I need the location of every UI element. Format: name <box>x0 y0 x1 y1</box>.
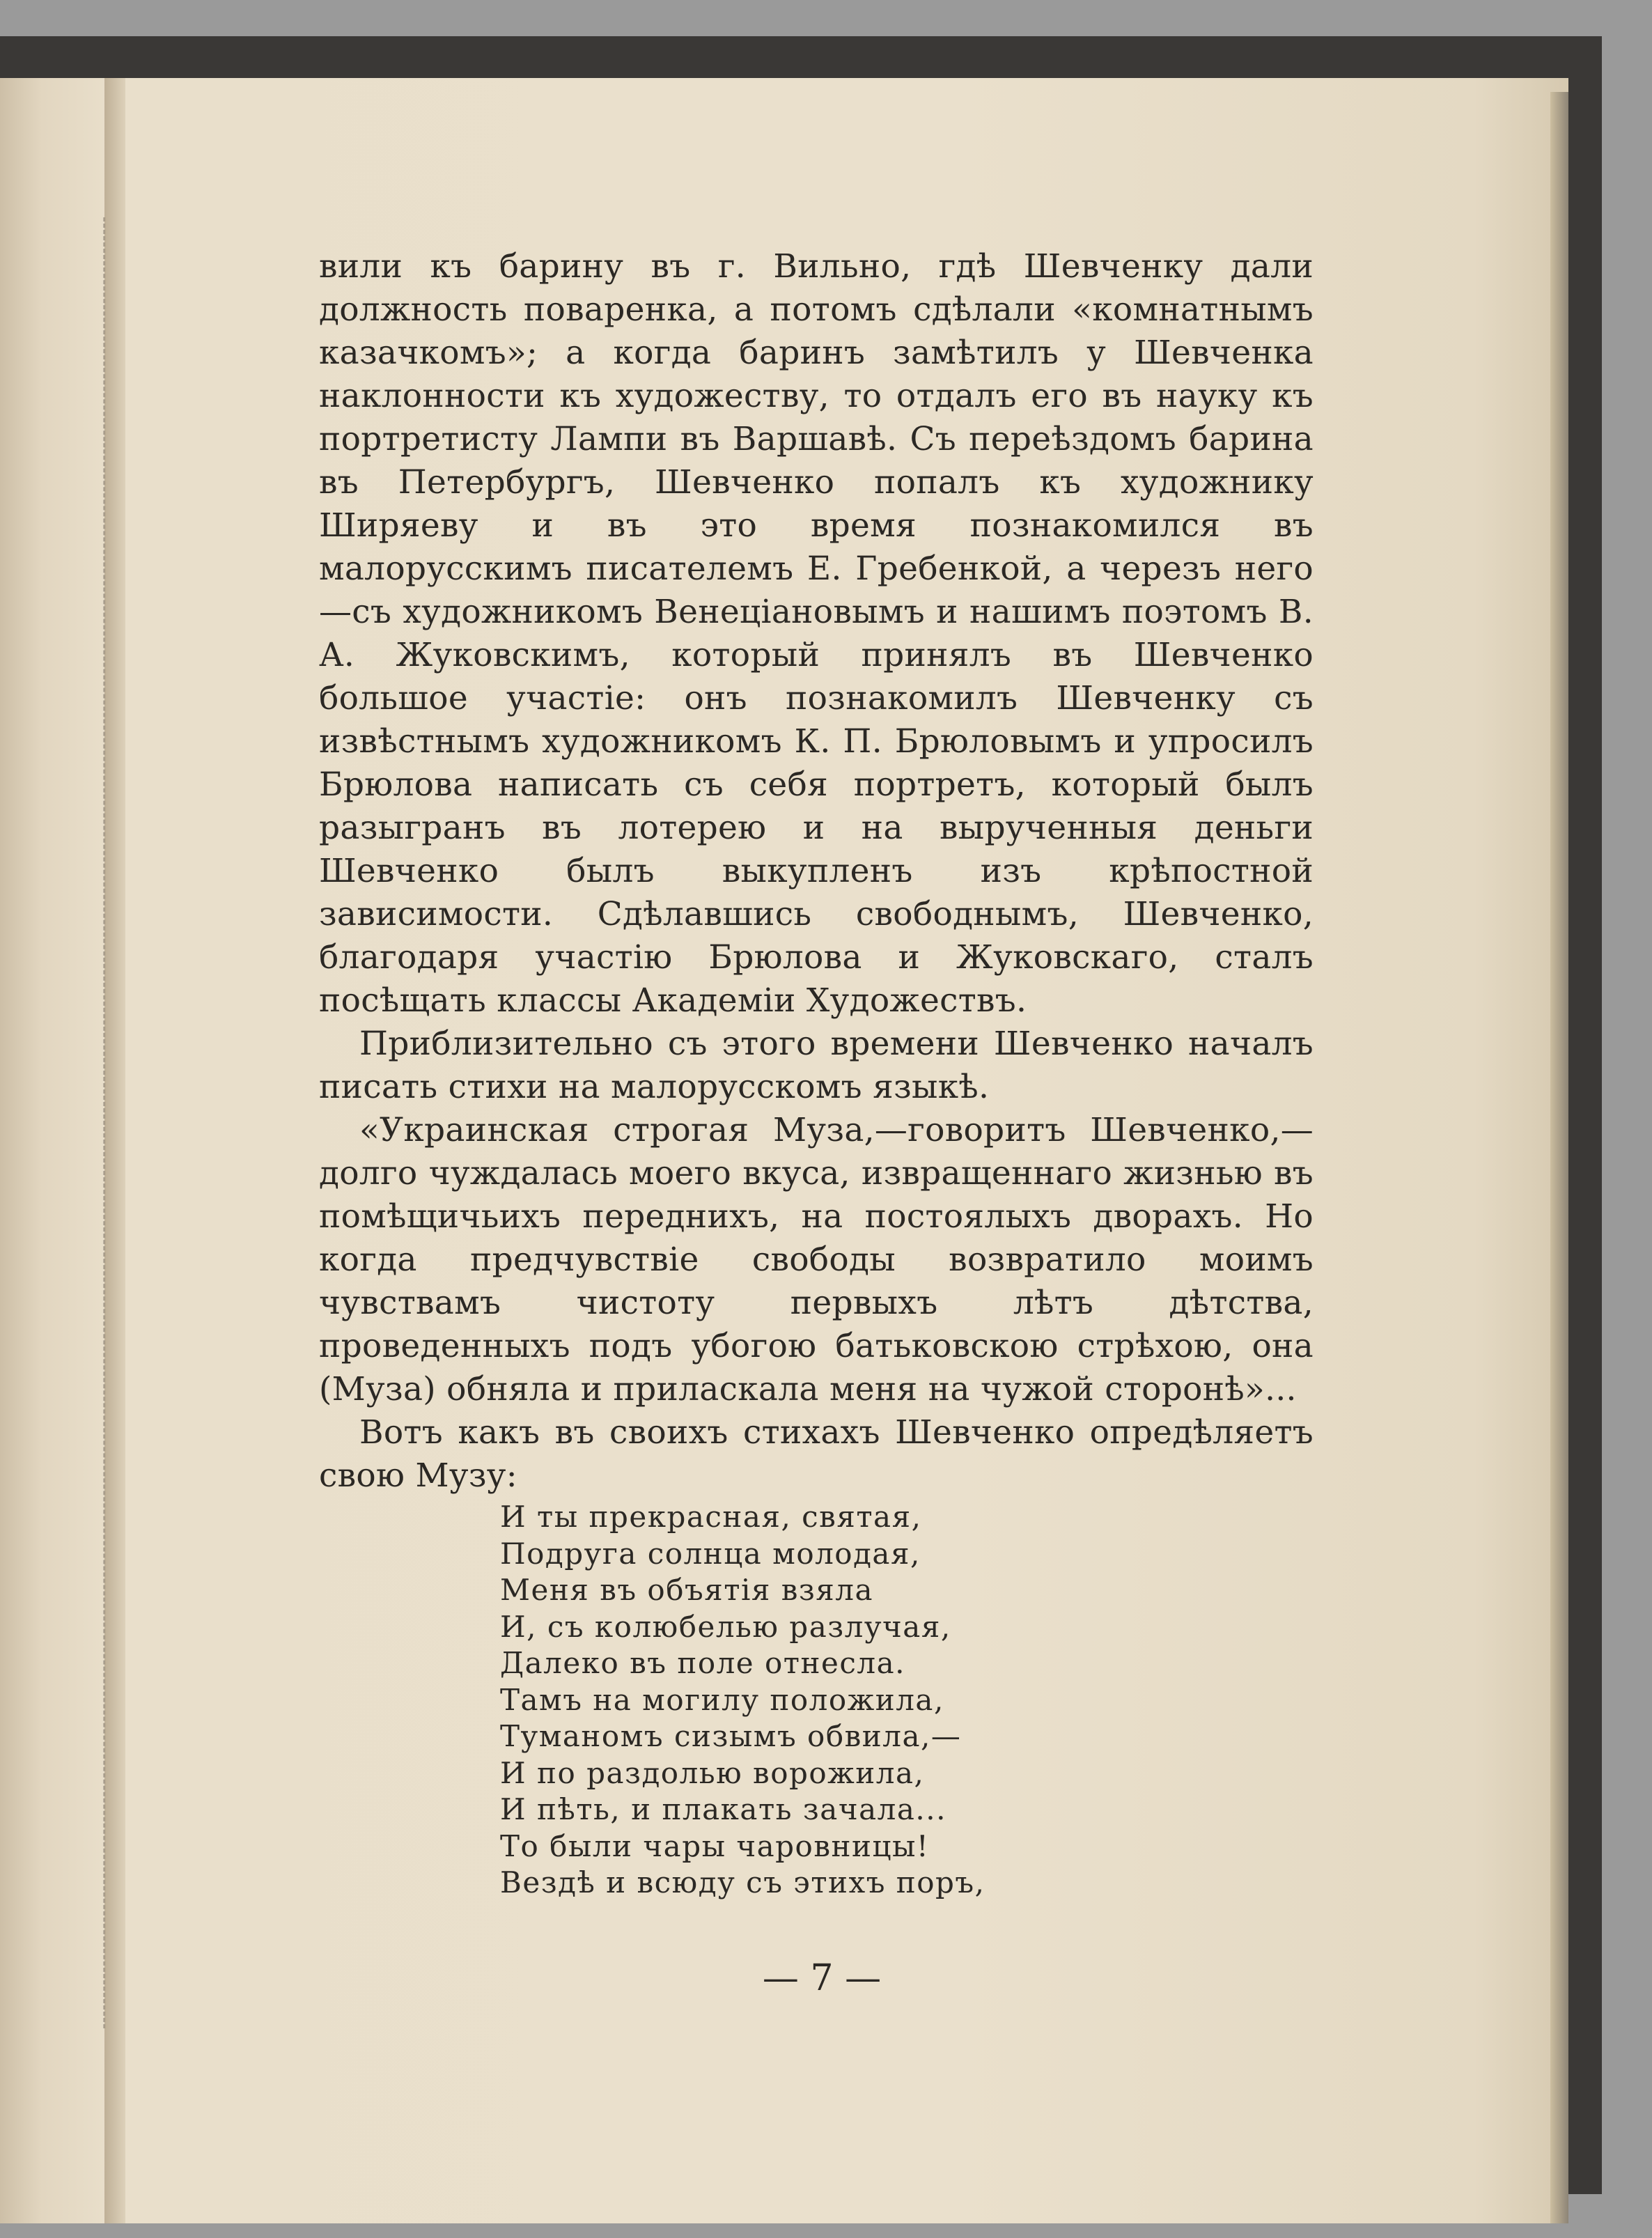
verse-line: Подруга солнца молодая, <box>500 1536 921 1571</box>
page-edge <box>1550 92 1568 2223</box>
paragraph: «Украинская строгая Муза,—говоритъ Шевченко,— долго чуждалась моего вкуса, извращеннаго жизнью въ помѣщичьихъ переднихъ, на постоялыхъ дворахъ. Но когда предчувствіе свободы возвратило моимъ чувствамъ чистоту первыхъ лѣтъ дѣтства, проведенныхъ подъ убогою батьковскою стрѣхою, она (Муза) обняла и приласкала меня на чужой сторонѣ»... <box>319 1111 1314 1408</box>
poem-excerpt <box>500 1499 985 1902</box>
verse-line: Вездѣ и всюду съ этихъ поръ, <box>500 1865 985 1899</box>
verse-line: То были чары чаровницы! <box>500 1828 930 1863</box>
verse-line: И, съ колюбелью разлучая, <box>500 1609 951 1644</box>
verse-line: И пѣть, и плакать зачала... <box>500 1792 946 1826</box>
verse-line: Далеко въ поле отнесла. <box>500 1646 905 1680</box>
verse-line: Тамъ на могилу положила, <box>500 1682 944 1717</box>
verse-line: Меня въ объятія взяла <box>500 1573 873 1607</box>
paragraph: Приблизительно съ этого времени Шевченко началъ писать стихи на малорусскомъ языкѣ. <box>319 1025 1314 1106</box>
binding-stitches <box>103 217 119 2028</box>
verse-line: И ты прекрасная, святая, <box>500 1500 922 1534</box>
verse-line: И по раздолью ворожила, <box>500 1755 925 1790</box>
paragraph: Вотъ какъ въ своихъ стихахъ Шевченко опредѣляетъ свою Музу: <box>319 1413 1314 1495</box>
body-text <box>319 245 1314 1498</box>
verse-line: Туманомъ сизымъ обвила,— <box>500 1719 962 1753</box>
paragraph: вили къ барину въ г. Вильно, гдѣ Шевченку дали должность поваренка, а потомъ сдѣлали «комнатнымъ казачкомъ»; а когда баринъ замѣтилъ у Шевченка наклонности къ художеству, то отдалъ его въ науку къ портретисту Лампи въ Варшавѣ. Съ переѣздомъ барина въ Петербургъ, Шевченко попалъ къ художнику Ширяеву и въ это время познакомился въ малорусскимъ писателемъ Е. Гребенкой, а черезъ него—съ художникомъ Венеціановымъ и нашимъ поэтомъ В. А. Жуковскимъ, который принялъ въ Шевченко большое участіе: онъ познакомилъ Шевченку съ извѣстнымъ художникомъ К. П. Брюловымъ и упросилъ Брюлова написать съ себя портретъ, который былъ разыгранъ въ лотерею и на вырученныя деньги Шевченко былъ выкупленъ изъ крѣпостной зависимости. Сдѣлавшись свободнымъ, Шевченко, благодаря участію Брюлова и Жуковскаго, сталъ посѣщать классы Академіи Художествъ. <box>319 247 1314 1020</box>
page-number: — 7 — <box>762 1957 882 1999</box>
